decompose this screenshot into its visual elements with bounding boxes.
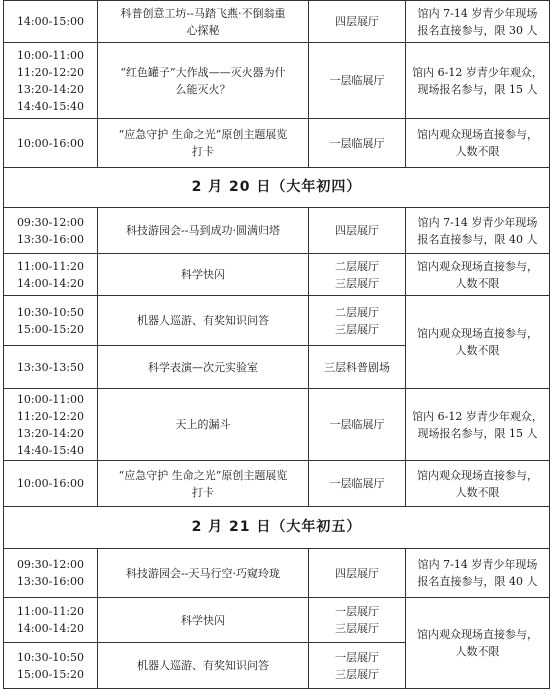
note-cell: 馆内 7-14 岁青少年现场 报名直接参与，限 40 人 [406, 208, 550, 254]
activity-cell: “红色罐子”大作战——灭火器为什 么能灭火？ [98, 43, 309, 119]
date-header: 2 月 21 日（大年初五） [4, 507, 550, 549]
note-cell: 馆内观众现场直接参与， 人数不限 [406, 598, 550, 689]
activity-cell: 科普创意工坊--马踏飞燕·不倒翁重 心探秘 [98, 1, 309, 43]
activity-cell: 机器人巡游、有奖知识问答 [98, 296, 309, 346]
table-row [4, 119, 550, 168]
date-header-row [4, 507, 550, 549]
table-row [4, 461, 550, 507]
schedule-table [3, 0, 550, 689]
date-header-row [4, 168, 550, 208]
location-cell: 四层展厅 [309, 208, 406, 254]
time-cell: 11:00-11:20 14:00-14:20 [4, 254, 98, 296]
note-cell: 馆内 7-14 岁青少年现场 报名直接参与，限 40 人 [406, 549, 550, 598]
table-row [4, 254, 550, 296]
activity-cell: 科技游园会--马到成功·圆满归塔 [98, 208, 309, 254]
location-cell: 四层展厅 [309, 549, 406, 598]
time-cell: 10:00-16:00 [4, 461, 98, 507]
time-cell: 10:00-11:00 11:20-12:20 13:20-14:20 14:40-15:40 [4, 43, 98, 119]
location-cell: 三层科普剧场 [309, 346, 406, 389]
time-cell: 10:00-11:00 11:20-12:20 13:20-14:20 14:40-15:40 [4, 389, 98, 461]
note-cell: 馆内观众现场直接参与， 人数不限 [406, 254, 550, 296]
location-cell: 二层展厅 三层展厅 [309, 296, 406, 346]
time-cell: 10:30-10:50 15:00-15:20 [4, 643, 98, 689]
table-row [4, 389, 550, 461]
table-row [4, 296, 550, 346]
location-cell: 一层临展厅 [309, 119, 406, 168]
note-cell: 馆内 6-12 岁青少年观众， 现场报名参与，限 15 人 [406, 389, 550, 461]
table-row [4, 208, 550, 254]
time-cell: 09:30-12:00 13:30-16:00 [4, 549, 98, 598]
activity-cell: “应急守护 生命之光”原创主题展览 打卡 [98, 461, 309, 507]
date-header: 2 月 20 日（大年初四） [4, 168, 550, 208]
activity-cell: 科学表演—次元实验室 [98, 346, 309, 389]
location-cell: 一层展厅 三层展厅 [309, 643, 406, 689]
table-row [4, 43, 550, 119]
time-cell: 13:30-13:50 [4, 346, 98, 389]
location-cell: 一层临展厅 [309, 461, 406, 507]
note-cell: 馆内观众现场直接参与， 人数不限 [406, 296, 550, 389]
time-cell: 09:30-12:00 13:30-16:00 [4, 208, 98, 254]
location-cell: 四层展厅 [309, 1, 406, 43]
note-cell: 馆内 7-14 岁青少年现场 报名直接参与，限 30 人 [406, 1, 550, 43]
activity-cell: 机器人巡游、有奖知识问答 [98, 643, 309, 689]
table-row [4, 598, 550, 643]
activity-cell: 科学快闪 [98, 598, 309, 643]
activity-cell: 天上的漏斗 [98, 389, 309, 461]
note-cell: 馆内 6-12 岁青少年观众， 现场报名参与，限 15 人 [406, 43, 550, 119]
location-cell: 一层展厅 三层展厅 [309, 598, 406, 643]
table-row [4, 549, 550, 598]
note-cell: 馆内观众现场直接参与， 人数不限 [406, 119, 550, 168]
activity-cell: 科学快闪 [98, 254, 309, 296]
location-cell: 二层展厅 三层展厅 [309, 254, 406, 296]
table-row [4, 1, 550, 43]
note-cell: 馆内观众现场直接参与， 人数不限 [406, 461, 550, 507]
time-cell: 10:30-10:50 15:00-15:20 [4, 296, 98, 346]
time-cell: 10:00-16:00 [4, 119, 98, 168]
time-cell: 14:00-15:00 [4, 1, 98, 43]
location-cell: 一层临展厅 [309, 389, 406, 461]
time-cell: 11:00-11:20 14:00-14:20 [4, 598, 98, 643]
activity-cell: “应急守护 生命之光”原创主题展览 打卡 [98, 119, 309, 168]
activity-cell: 科技游园会--天马行空·巧窥玲珑 [98, 549, 309, 598]
location-cell: 一层临展厅 [309, 43, 406, 119]
